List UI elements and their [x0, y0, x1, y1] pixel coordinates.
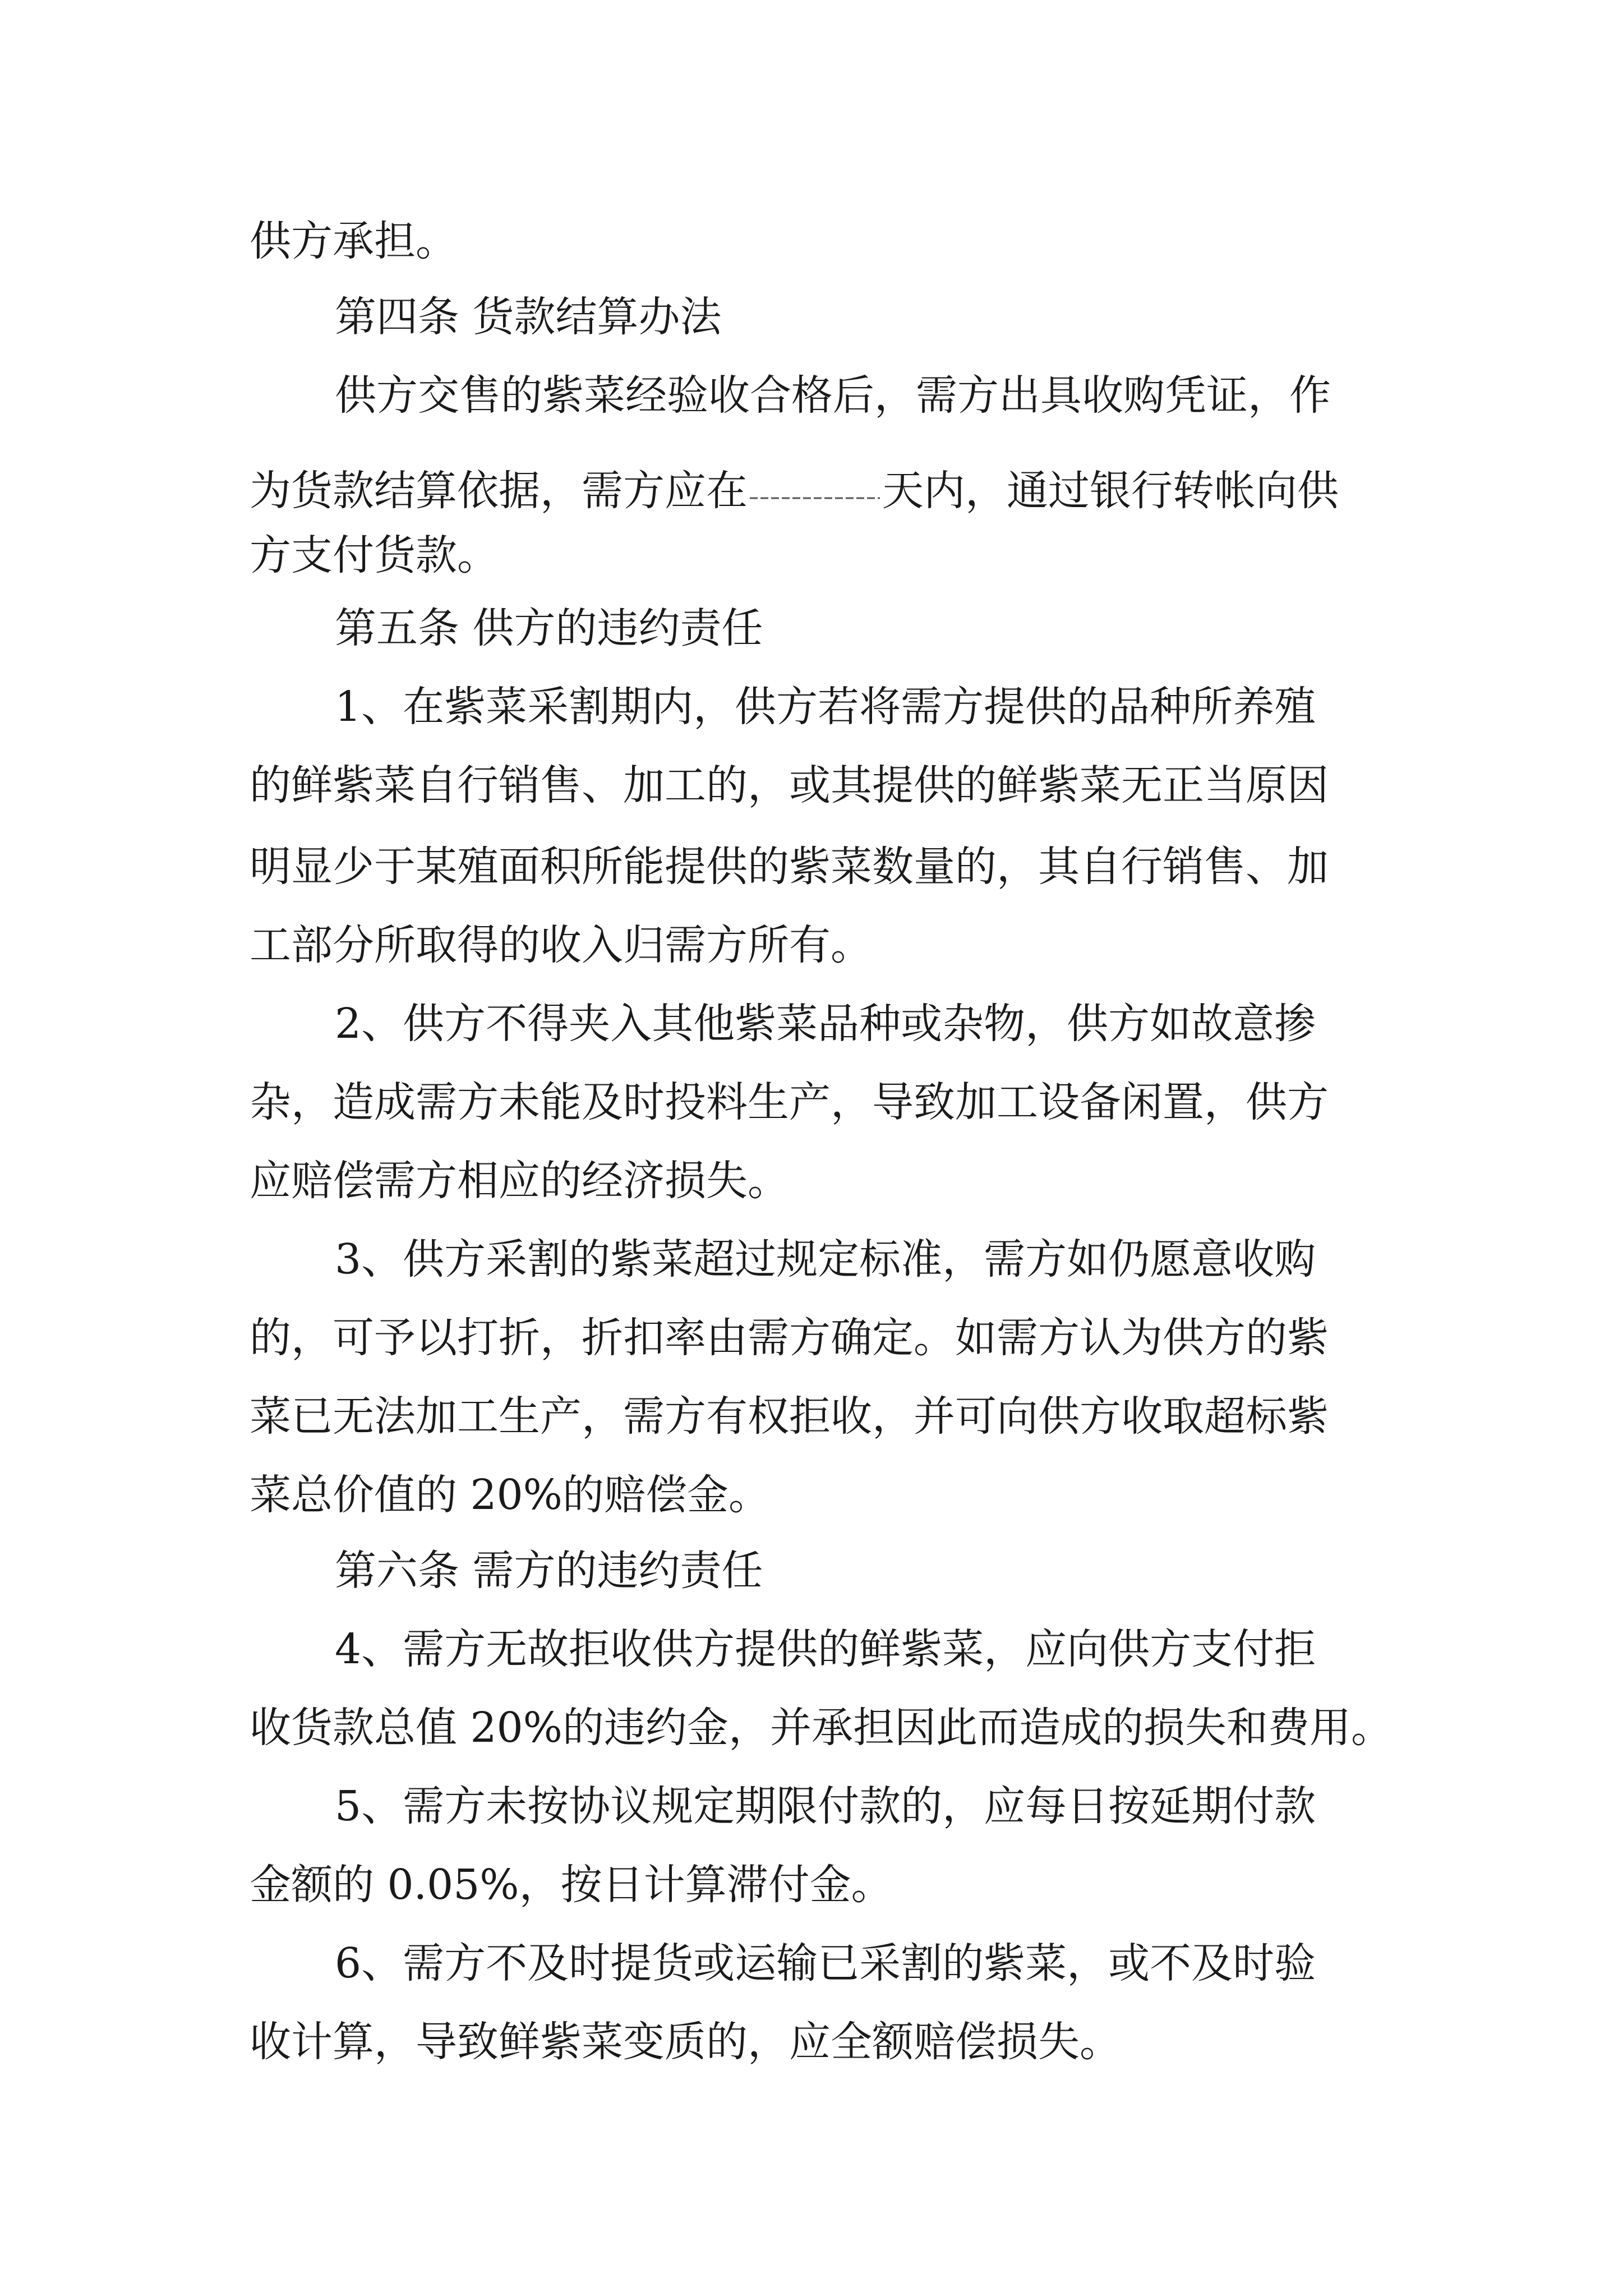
text-line: 2、供方不得夹入其他紫菜品种或杂物，供方如故意掺: [335, 1000, 1316, 1048]
text-line: 杂，造成需方未能及时投料生产，导致加工设备闲置，供方: [250, 1078, 1329, 1126]
text-line: 菜总价值的 20%的赔偿金。: [250, 1471, 770, 1519]
text-line: 4、需方无故拒收供方提供的鲜紫菜，应向供方支付拒: [335, 1625, 1316, 1673]
text-line: 供方交售的紫菜经验收合格后，需方出具收购凭证，作: [335, 371, 1331, 420]
text-line: 应赔偿需方相应的经济损失。: [250, 1157, 789, 1205]
text-line: 的，可予以打折，折扣率由需方确定。如需方认为供方的紫: [250, 1314, 1329, 1362]
article-heading: 第四条 货款结算办法: [335, 293, 722, 341]
text-line: 供方承担。: [250, 217, 457, 265]
text-line: 明显少于某殖面积所能提供的紫菜数量的，其自行销售、加: [250, 843, 1329, 891]
article-heading: 第六条 需方的违约责任: [335, 1547, 763, 1595]
text-line: 3、供方采割的紫菜超过规定标准，需方如仍愿意收购: [335, 1235, 1316, 1283]
text-line: 菜已无法加工生产，需方有权拒收，并可向供方收取超标紫: [250, 1392, 1329, 1441]
text-line: 1、在紫菜采割期内，供方若将需方提供的品种所养殖: [335, 683, 1316, 731]
text-line: 收计算，导致鲜紫菜变质的，应全额赔偿损失。: [250, 2018, 1121, 2066]
text-line: 6、需方不及时提货或运输已采割的紫菜，或不及时验: [335, 1939, 1316, 1987]
text-line: 工部分所取得的收入归需方所有。: [250, 921, 872, 969]
text-line: 方支付货款。: [250, 531, 499, 579]
blank-field: [748, 449, 882, 519]
text-line: [250, 449, 1339, 519]
text-line: 5、需方未按协议规定期限付款的，应每日按延期付款: [335, 1782, 1316, 1830]
text-line: 金额的 0.05%，按日计算滞付金。: [250, 1861, 893, 1909]
text-segment: 为货款结算依据，需方应在: [250, 467, 748, 515]
text-line: 收货款总值 20%的违约金，并承担因此而造成的损失和费用。: [250, 1704, 1393, 1752]
text-line: 的鲜紫菜自行销售、加工的，或其提供的鲜紫菜无正当原因: [250, 761, 1329, 809]
article-heading: 第五条 供方的违约责任: [335, 604, 763, 652]
text-segment: 天内，通过银行转帐向供: [882, 467, 1339, 515]
